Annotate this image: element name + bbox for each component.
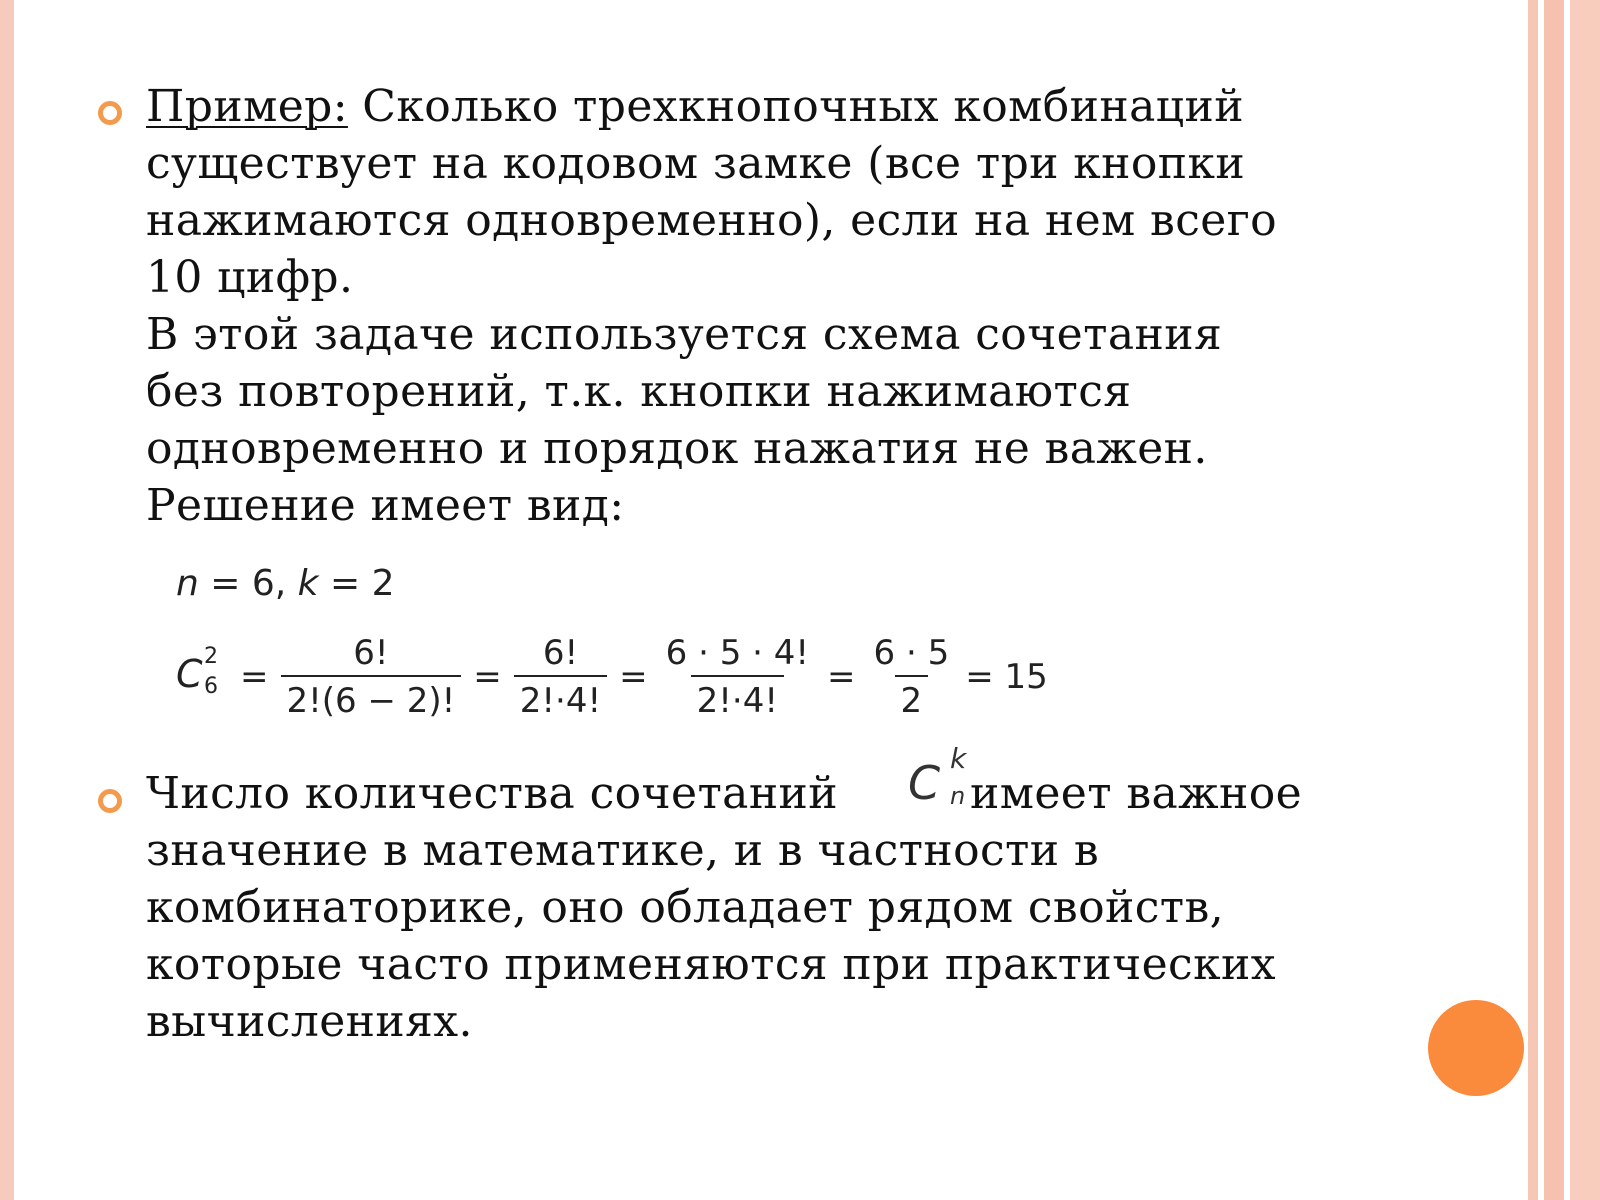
text-line: комбинаторике, оно обладает рядом свойств,: [146, 882, 1225, 933]
combination-sup: 2: [204, 644, 218, 669]
bullet-example: [146, 78, 1396, 534]
bullet-combinations: [146, 765, 1396, 1050]
formula-n: n: [176, 563, 199, 604]
combination-c: C: [176, 652, 203, 696]
formula-parameters: [176, 563, 395, 604]
left-border-stripe: [0, 0, 14, 1200]
formula-k-value: = 2: [318, 563, 395, 604]
right-border-stripe: [1570, 0, 1600, 1200]
text-line: одновременно и порядок нажатия не важен.: [146, 423, 1208, 474]
formula-result: = 15: [965, 657, 1048, 697]
fraction-denominator: 2: [895, 675, 929, 721]
formula-n-value: = 6,: [198, 563, 298, 604]
equals-sign: =: [827, 657, 856, 697]
combination-symbol: [176, 644, 232, 702]
text-line-content: Сколько трехкнопочных комбинаций: [347, 81, 1244, 132]
text-line: без повторений, т.к. кнопки нажимаются: [146, 366, 1132, 417]
equals-sign: =: [473, 657, 502, 697]
fraction-numerator: 6!: [353, 633, 389, 673]
equals-sign: =: [619, 657, 648, 697]
text-line: В этой задаче используется схема сочетания: [146, 309, 1223, 360]
text-line: вычислениях.: [146, 996, 473, 1047]
fraction-2: [514, 633, 607, 721]
fraction-numerator: 6 · 5: [873, 633, 950, 673]
right-border-stripe: [1544, 0, 1564, 1200]
text-line-end: имеет важное: [970, 768, 1303, 819]
formula-k: k: [297, 563, 319, 604]
fraction-denominator: 2!·4!: [514, 675, 607, 721]
fraction-4: [868, 633, 956, 721]
bullet-ring-icon: [98, 101, 122, 125]
decorative-circle: [1428, 1000, 1524, 1096]
combination-sub: 6: [204, 674, 218, 699]
right-border-stripe: [1528, 0, 1538, 1200]
fraction-3: [660, 633, 815, 721]
text-line: Решение имеет вид:: [146, 480, 625, 531]
fraction-denominator: 2!(6 − 2)!: [281, 675, 462, 721]
text-line: существует на кодовом замке (все три кнопки: [146, 138, 1246, 189]
text-line: 10 цифр.: [146, 252, 354, 303]
fraction-numerator: 6 · 5 · 4!: [665, 633, 810, 673]
inline-combination-symbol: [908, 742, 978, 816]
text-line-start: Число количества сочетаний: [146, 768, 838, 819]
bullet-ring-icon: [98, 789, 122, 813]
equals-sign: =: [240, 657, 269, 697]
example-label: Пример:: [146, 81, 348, 132]
text-line: [146, 78, 1396, 135]
inline-c: C: [908, 756, 941, 810]
fraction-1: [281, 633, 462, 721]
formula-combination: [176, 622, 1048, 732]
inline-n: n: [950, 782, 966, 810]
fraction-denominator: 2!·4!: [691, 675, 784, 721]
text-line: [146, 765, 1396, 822]
text-line: которые часто применяются при практических: [146, 939, 1276, 990]
text-line: значение в математике, и в частности в: [146, 825, 1100, 876]
inline-k: k: [950, 742, 967, 775]
text-line: нажимаются одновременно), если на нем всего: [146, 195, 1278, 246]
fraction-numerator: 6!: [542, 633, 579, 673]
